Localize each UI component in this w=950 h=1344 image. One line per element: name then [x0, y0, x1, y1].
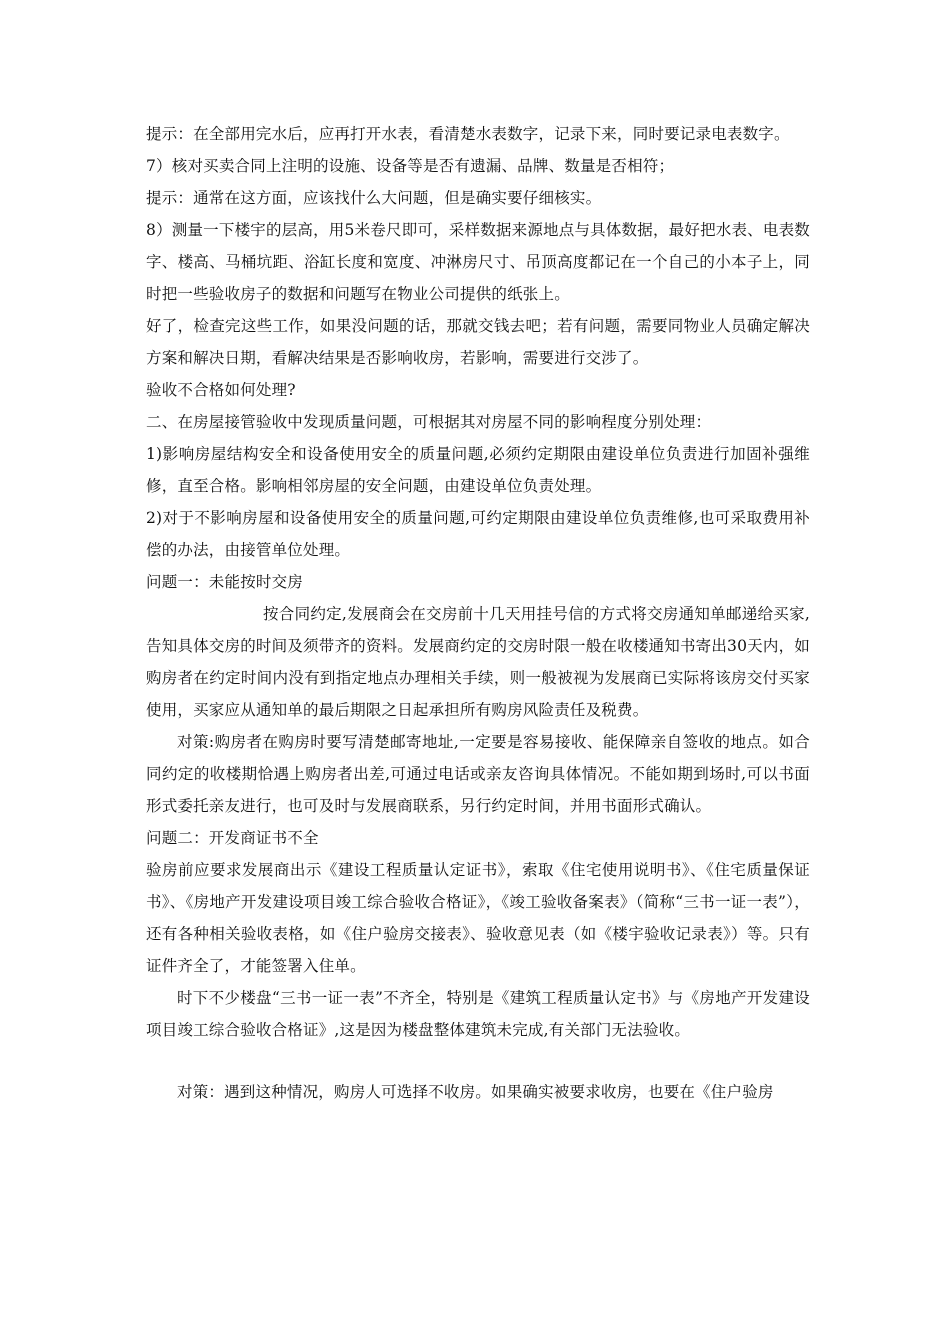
heading-unqualified-acceptance: 验收不合格如何处理?	[146, 381, 296, 399]
paragraph-countermeasure-2: 对策：遇到这种情况，购房人可选择不收房。如果确实被要求收房，也要在《住户验房	[177, 1083, 774, 1101]
item-2-non-safety-issues: 2)对于不影响房屋和设备使用安全的质量问题,可约定期限由建设单位负责维修,也可采取费用补偿的办法，由接管单位处理。	[146, 509, 810, 559]
heading-problem-1: 问题一：未能按时交房	[146, 573, 304, 591]
paragraph-certificates: 验房前应要求发展商出示《建设工程质量认定证书》，索取《住宅使用说明书》、《住宅质量保证书》、《房地产开发建设项目竣工综合验收合格证》，《竣工验收备案表》（简称“三书一证一表”），还有各种相关验收表格，如《住户验房交接表》、验收意见表（如《楼宇验收记录表》）等。只有证件齐全了，才能签署入住单。	[146, 861, 810, 975]
tip-water-meter: 提示：在全部用完水后，应再打开水表，看清楚水表数字，记录下来，同时要记录电表数字。	[146, 125, 790, 143]
paragraph-late-delivery: 按合同约定,发展商会在交房前十几天用挂号信的方式将交房通知单邮递给买家,告知具体交房的时间及须带齐的资料。发展商约定的交房时限一般在收楼通知书寄出30天内，如购房者在约定时间内没有到指定地点办理相关手续，则一般被视为发展商已实际将该房交付买家使用，买家应从通知单的最后期限之日起承担所有购房风险责任及税费。	[146, 605, 810, 719]
document-body	[146, 118, 810, 1108]
tip-verify-carefully: 提示：通常在这方面，应该找什么大问题，但是确实要仔细核实。	[146, 189, 602, 207]
heading-problem-2: 问题二：开发商证书不全	[146, 829, 319, 847]
item-8-measure-height: 8）测量一下楼宇的层高，用5米卷尺即可，采样数据来源地点与具体数据，最好把水表、电表数字、楼高、马桶坑距、浴缸长度和宽度、冲淋房尺寸、吊顶高度都记在一个自己的小本子上，同时把一些验收房子的数据和问题写在物业公司提供的纸张上。	[146, 221, 810, 303]
paragraph-countermeasure-1: 对策:购房者在购房时要写清楚邮寄地址,一定要是容易接收、能保障亲自签收的地点。如合同约定的收楼期恰遇上购房者出差,可通过电话或亲友咨询具体情况。不能如期到场时,可以书面形式委托亲友进行，也可及时与发展商联系，另行约定时间，并用书面形式确认。	[146, 733, 810, 815]
item-7-check-contract: 7）核对买卖合同上注明的设施、设备等是否有遗漏、品牌、数量是否相符；	[146, 157, 675, 175]
item-1-structural-safety: 1)影响房屋结构安全和设备使用安全的质量问题,必须约定期限由建设单位负责进行加固补强维修，直至合格。影响相邻房屋的安全问题，由建设单位负责处理。	[146, 445, 810, 495]
paragraph-incomplete-certificates: 时下不少楼盘“三书一证一表”不齐全，特别是《建筑工程质量认定书》与《房地产开发建设项目竣工综合验收合格证》,这是因为楼盘整体建筑未完成,有关部门无法验收。	[146, 989, 810, 1039]
section-2-quality-issues: 二、在房屋接管验收中发现质量问题，可根据其对房屋不同的影响程度分别处理：	[146, 413, 712, 431]
paragraph-pay-or-negotiate: 好了，检查完这些工作，如果没问题的话，那就交钱去吧；若有问题，需要同物业人员确定解决方案和解决日期，看解决结果是否影响收房，若影响，需要进行交涉了。	[146, 317, 810, 367]
